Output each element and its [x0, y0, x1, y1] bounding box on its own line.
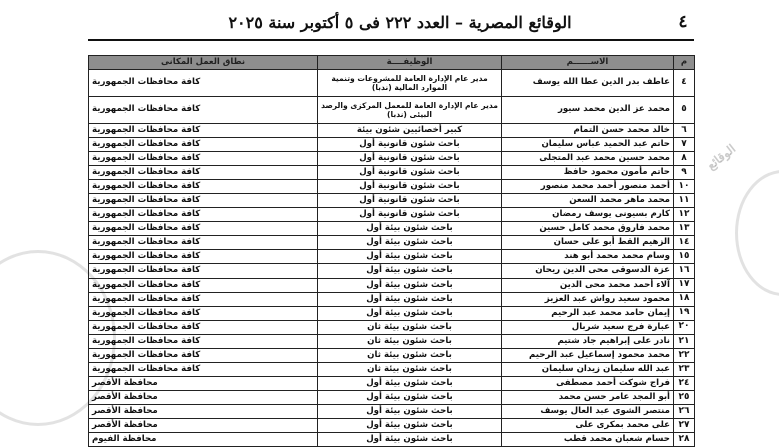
- job-title: باحث شئون بيئة أول: [318, 390, 502, 404]
- work-scope: كافة محافظات الجمهورية: [89, 292, 318, 306]
- job-title: مدير عام الإدارة العامة للمعمل المركزى والرصد البيئى (ندبا): [318, 97, 502, 124]
- row-number: ١٨: [674, 292, 695, 306]
- table-row: [89, 433, 695, 447]
- row-number: ٢٨: [674, 433, 695, 447]
- row-number: ٢١: [674, 334, 695, 348]
- person-name: وسام محمد محمد أبو هند: [502, 250, 674, 264]
- person-name: أحمد منصور أحمد محمد منصور: [502, 180, 674, 194]
- header-rule: [88, 39, 694, 41]
- work-scope: كافة محافظات الجمهورية: [89, 97, 318, 124]
- row-number: ٢٠: [674, 320, 695, 334]
- person-name: محمد محمود إسماعيل عبد الرحيم: [502, 348, 674, 362]
- column-header-job: الوظيفــــة: [318, 56, 502, 70]
- row-number: ١٢: [674, 208, 695, 222]
- job-title: باحث شئون قانونية أول: [318, 180, 502, 194]
- work-scope: كافة محافظات الجمهورية: [89, 362, 318, 376]
- person-name: محمد فاروق محمد كامل حسين: [502, 222, 674, 236]
- work-scope: كافة محافظات الجمهورية: [89, 208, 318, 222]
- table-body: [89, 70, 695, 447]
- person-name: منتصر الشوى عبد العال يوسف: [502, 404, 674, 418]
- row-number: ٢٧: [674, 418, 695, 432]
- job-title: باحث شئون بيئة أول: [318, 222, 502, 236]
- job-title: باحث شئون بيئة أول: [318, 404, 502, 418]
- work-scope: كافة محافظات الجمهورية: [89, 138, 318, 152]
- work-scope: محافظة الأقصر: [89, 390, 318, 404]
- person-name: عاطف بدر الدين عطا الله يوسف: [502, 70, 674, 97]
- table-row: [89, 166, 695, 180]
- table-row: [89, 264, 695, 278]
- table-row: [89, 418, 695, 432]
- work-scope: محافظة الأقصر: [89, 404, 318, 418]
- table-row: [89, 222, 695, 236]
- row-number: ٥: [674, 97, 695, 124]
- row-number: ١١: [674, 194, 695, 208]
- job-title: باحث شئون بيئة أول: [318, 292, 502, 306]
- job-title: باحث شئون بيئة أول: [318, 306, 502, 320]
- job-title: باحث شئون قانونية أول: [318, 138, 502, 152]
- table-row: [89, 208, 695, 222]
- table-row: [89, 404, 695, 418]
- work-scope: كافة محافظات الجمهورية: [89, 278, 318, 292]
- page-number: ٤: [678, 12, 688, 32]
- column-header-name: الاســــــم: [502, 56, 674, 70]
- gazette-title: الوقائع المصرية – العدد ٢٢٢ فى ٥ أكتوبر سنة ٢٠٢٥: [228, 13, 572, 32]
- row-number: ٢٥: [674, 390, 695, 404]
- job-title: باحث شئون قانونية أول: [318, 208, 502, 222]
- work-scope: كافة محافظات الجمهورية: [89, 306, 318, 320]
- person-name: حاتم عبد الحميد عباس سليمان: [502, 138, 674, 152]
- row-number: ١٧: [674, 278, 695, 292]
- row-number: ١٠: [674, 180, 695, 194]
- job-title: باحث شئون بيئة أول: [318, 278, 502, 292]
- person-name: فراج شوكت أحمد مصطفى: [502, 376, 674, 390]
- table-row: [89, 194, 695, 208]
- row-number: ١٤: [674, 236, 695, 250]
- person-name: كارم بسيونى يوسف رمضان: [502, 208, 674, 222]
- work-scope: كافة محافظات الجمهورية: [89, 124, 318, 138]
- job-title: باحث شئون قانونية أول: [318, 152, 502, 166]
- work-scope: كافة محافظات الجمهورية: [89, 320, 318, 334]
- person-name: الزهيم القط أبو على حسان: [502, 236, 674, 250]
- watermark-seal-right: [735, 170, 779, 296]
- work-scope: كافة محافظات الجمهورية: [89, 180, 318, 194]
- row-number: ٢٦: [674, 404, 695, 418]
- work-scope: كافة محافظات الجمهورية: [89, 264, 318, 278]
- job-title: باحث شئون بيئة ثان: [318, 348, 502, 362]
- person-name: عبارة فرج سعيد شربال: [502, 320, 674, 334]
- row-number: ١٣: [674, 222, 695, 236]
- person-name: عزة الدسوقى محى الدين ريحان: [502, 264, 674, 278]
- table-row: [89, 97, 695, 124]
- person-name: على محمد بمكرى على: [502, 418, 674, 432]
- table-row: [89, 306, 695, 320]
- table-header-row: [89, 56, 695, 70]
- table-row: [89, 348, 695, 362]
- job-title: باحث شئون بيئة أول: [318, 236, 502, 250]
- person-name: نادر على إبراهيم جاد شتيم: [502, 334, 674, 348]
- person-name: خالد محمد حسن التمام: [502, 124, 674, 138]
- job-title: باحث شئون بيئة ثان: [318, 362, 502, 376]
- table-row: [89, 250, 695, 264]
- column-header-number: م: [674, 56, 695, 70]
- table-row: [89, 124, 695, 138]
- row-number: ٨: [674, 152, 695, 166]
- page-header: [0, 0, 779, 40]
- job-title: مدير عام الإدارة العامة للمشروعات وتنمية الموارد المالية (ندبا): [318, 70, 502, 97]
- work-scope: كافة محافظات الجمهورية: [89, 348, 318, 362]
- row-number: ٢٤: [674, 376, 695, 390]
- work-scope: كافة محافظات الجمهورية: [89, 250, 318, 264]
- table-row: [89, 138, 695, 152]
- job-title: باحث شئون قانونية أول: [318, 194, 502, 208]
- table-row: [89, 390, 695, 404]
- row-number: ٢٣: [674, 362, 695, 376]
- table-row: [89, 334, 695, 348]
- work-scope: كافة محافظات الجمهورية: [89, 236, 318, 250]
- table-row: [89, 70, 695, 97]
- row-number: ١٦: [674, 264, 695, 278]
- work-scope: كافة محافظات الجمهورية: [89, 334, 318, 348]
- work-scope: محافظة الأقصر: [89, 418, 318, 432]
- column-header-place: نطاق العمل المكانى: [89, 56, 318, 70]
- table-row: [89, 278, 695, 292]
- job-title: باحث شئون بيئة ثان: [318, 320, 502, 334]
- job-title: باحث شئون بيئة أول: [318, 250, 502, 264]
- work-scope: محافظة الفيوم: [89, 433, 318, 447]
- table-row: [89, 320, 695, 334]
- job-title: باحث شئون بيئة أول: [318, 264, 502, 278]
- person-name: آلاء أحمد محمد محى الدين: [502, 278, 674, 292]
- table-row: [89, 180, 695, 194]
- job-title: كبير أخصائيين شئون بيئة: [318, 124, 502, 138]
- table-row: [89, 376, 695, 390]
- row-number: ٧: [674, 138, 695, 152]
- table-row: [89, 152, 695, 166]
- personnel-table: [88, 55, 695, 447]
- work-scope: كافة محافظات الجمهورية: [89, 194, 318, 208]
- row-number: ٤: [674, 70, 695, 97]
- work-scope: محافظة الأقصر: [89, 376, 318, 390]
- row-number: ٢٢: [674, 348, 695, 362]
- job-title: باحث شئون بيئة أول: [318, 433, 502, 447]
- person-name: أبو المجد عامر حسن محمد: [502, 390, 674, 404]
- work-scope: كافة محافظات الجمهورية: [89, 222, 318, 236]
- person-name: إيمان حامد محمد عبد الرحيم: [502, 306, 674, 320]
- work-scope: كافة محافظات الجمهورية: [89, 152, 318, 166]
- table-row: [89, 362, 695, 376]
- watermark-text: الوقائع: [704, 141, 739, 173]
- work-scope: كافة محافظات الجمهورية: [89, 166, 318, 180]
- person-name: عبد الله سليمان زيدان سليمان: [502, 362, 674, 376]
- job-title: باحث شئون بيئة أول: [318, 418, 502, 432]
- work-scope: كافة محافظات الجمهورية: [89, 70, 318, 97]
- person-name: محمود سعيد رواش عبد العزيز: [502, 292, 674, 306]
- person-name: محمد عز الدين محمد سيور: [502, 97, 674, 124]
- table-row: [89, 292, 695, 306]
- person-name: محمد ماهر محمد السعن: [502, 194, 674, 208]
- row-number: ١٩: [674, 306, 695, 320]
- table-row: [89, 236, 695, 250]
- row-number: ١٥: [674, 250, 695, 264]
- person-name: محمد حسين محمد عبد المتجلى: [502, 152, 674, 166]
- job-title: باحث شئون قانونية أول: [318, 166, 502, 180]
- person-name: حاتم مأمون محمود حافظ: [502, 166, 674, 180]
- row-number: ٦: [674, 124, 695, 138]
- row-number: ٩: [674, 166, 695, 180]
- job-title: باحث شئون بيئة ثان: [318, 334, 502, 348]
- job-title: باحث شئون بيئة أول: [318, 376, 502, 390]
- person-name: حسام شعبان محمد قطب: [502, 433, 674, 447]
